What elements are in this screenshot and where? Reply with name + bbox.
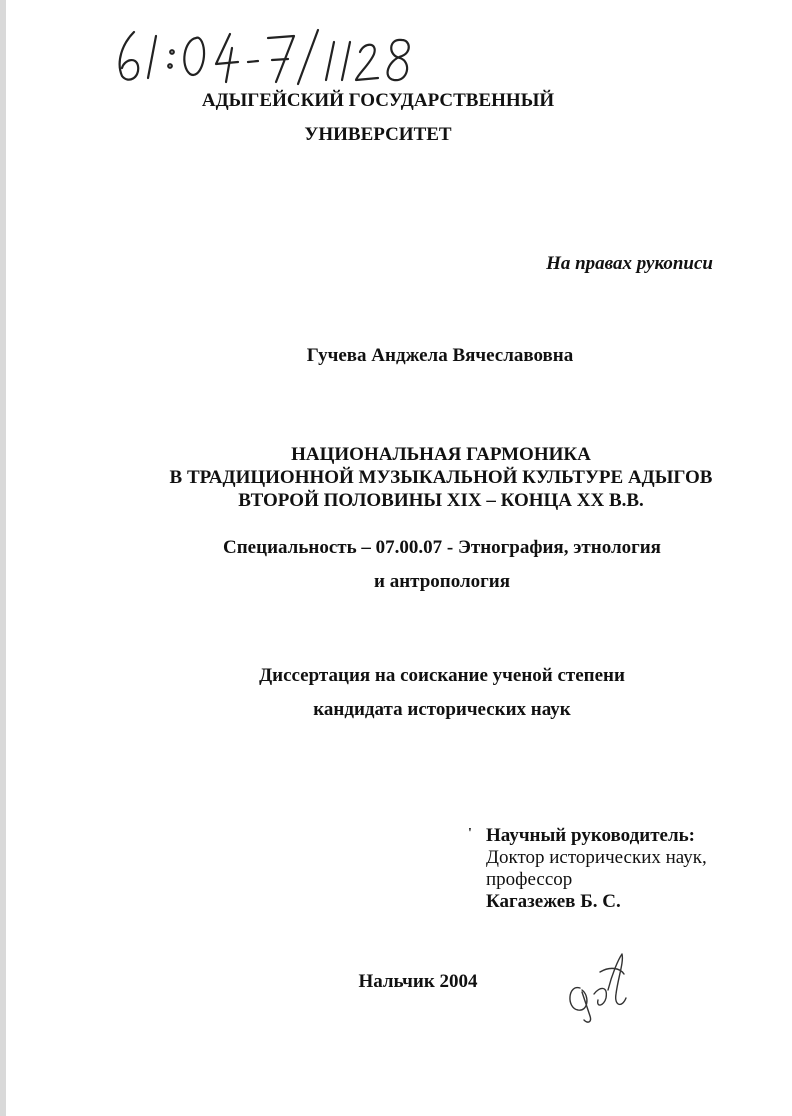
title-line: В ТРАДИЦИОННОЙ МУЗЫКАЛЬНОЙ КУЛЬТУРЕ АДЫГОВ (169, 467, 713, 488)
title-line: НАЦИОНАЛЬНАЯ ГАРМОНИКА (291, 444, 591, 465)
supervisor-rank: профессор (486, 869, 573, 890)
handwritten-archive-number-drawing (112, 22, 422, 88)
degree-line-2: кандидата исторических наук (313, 699, 571, 720)
institution-line-1: АДЫГЕЙСКИЙ ГОСУДАРСТВЕННЫЙ (201, 90, 555, 111)
specialty-line-2: и антропология (374, 571, 510, 592)
title-line: ВТОРОЙ ПОЛОВИНЫ XIX – КОНЦА XX В.В. (238, 490, 644, 511)
handwritten-signature (560, 948, 640, 1028)
city-year: Нальчик 2004 (358, 971, 478, 992)
institution-line-2: УНИВЕРСИТЕТ (304, 124, 452, 145)
supervisor-degree: Доктор исторических наук, (486, 847, 707, 868)
supervisor-name: Кагазежев Б. С. (486, 891, 621, 912)
manuscript-note: На правах рукописи (546, 253, 713, 274)
specialty-line-1: Специальность – 07.00.07 - Этнография, этнология (223, 537, 661, 558)
signature-drawing (560, 948, 640, 1028)
author-name: Гучева Анджела Вячеславовна (306, 345, 574, 366)
supervisor-block (486, 825, 707, 913)
scan-edge-shadow (0, 0, 6, 1116)
degree-line-1: Диссертация на соискание ученой степени (259, 665, 625, 686)
handwritten-archive-number (112, 22, 422, 88)
supervisor-heading: Научный руководитель: (486, 825, 695, 846)
scan-mark: ' (468, 826, 472, 841)
dissertation-title (45, 443, 792, 512)
